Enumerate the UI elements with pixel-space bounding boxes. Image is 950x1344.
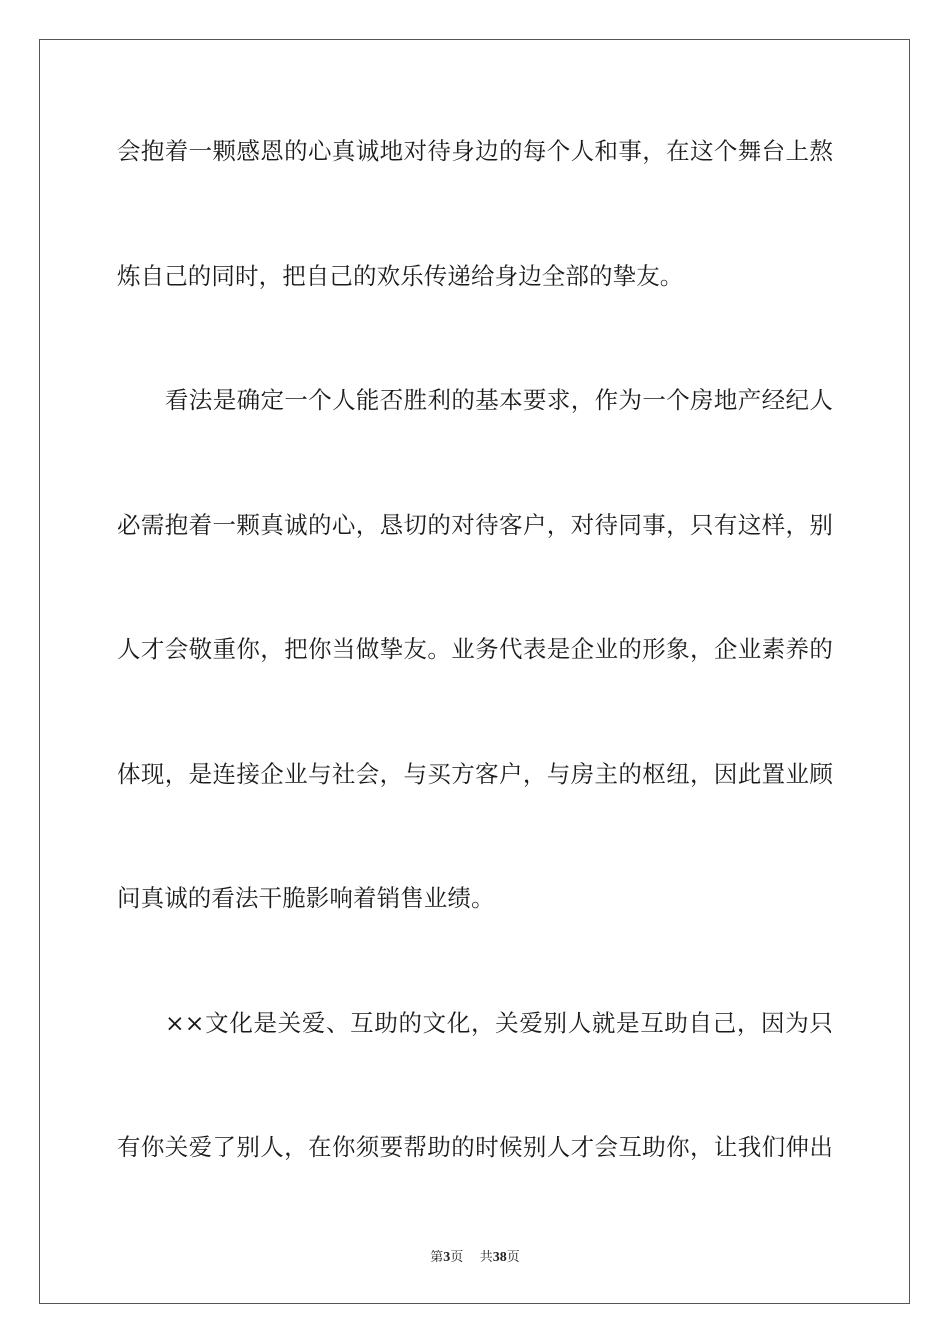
body-text-line: 炼自己的同时，把自己的欢乐传递给身边全部的挚友。	[117, 262, 684, 290]
body-text-line: 看法是确定一个人能否胜利的基本要求，作为一个房地产经纪人	[165, 386, 833, 414]
page-border	[39, 39, 910, 1304]
body-text-line: 必需抱着一颗真诚的心，恳切的对待客户，对待同事，只有这样，别	[117, 511, 833, 539]
total-prefix: 共	[479, 1250, 493, 1265]
total-pages: 38	[492, 1250, 507, 1265]
page-number: 3	[443, 1250, 451, 1265]
body-text-line: ××文化是关爱、互助的文化，关爱别人就是互助自己，因为只	[165, 1009, 833, 1037]
page-prefix: 第	[430, 1250, 444, 1265]
total-suffix: 页	[506, 1250, 520, 1265]
body-text-line: 人才会敬重你，把你当做挚友。业务代表是企业的形象，企业素养的	[117, 635, 833, 663]
page-suffix: 页	[450, 1250, 464, 1265]
body-text-line: 有你关爱了别人，在你须要帮助的时候别人才会互助你，让我们伸出	[117, 1133, 833, 1161]
body-text-line: 问真诚的看法干脆影响着销售业绩。	[117, 884, 495, 912]
body-text-line: 会抱着一颗感恩的心真诚地对待身边的每个人和事，在这个舞台上熬	[117, 137, 833, 165]
page-footer	[0, 1246, 950, 1266]
body-text-line: 体现，是连接企业与社会，与买方客户，与房主的枢纽，因此置业顾	[117, 760, 833, 788]
